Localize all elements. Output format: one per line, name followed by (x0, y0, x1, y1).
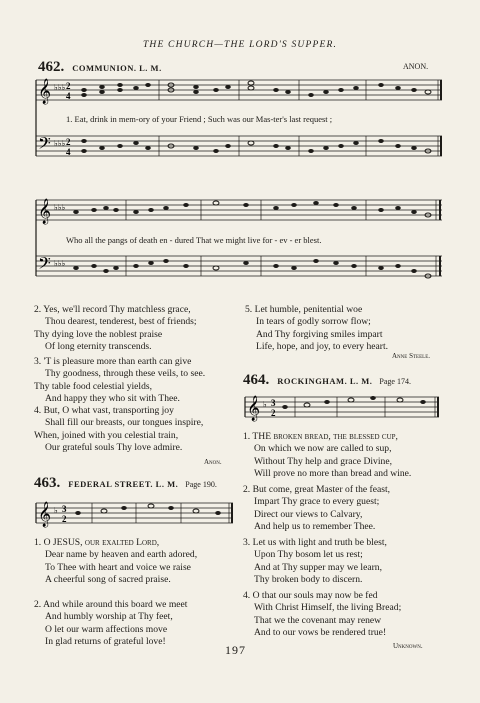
hymn-463-header (34, 474, 217, 492)
svg-text:♭♭♭: ♭♭♭ (54, 139, 66, 148)
svg-text:♭♭♭: ♭♭♭ (54, 203, 66, 212)
svg-text:♭: ♭ (54, 506, 58, 515)
svg-text:2: 2 (62, 514, 67, 524)
svg-text:2: 2 (66, 137, 71, 147)
hymn-464-verse-1: 1. THE broken bread, the blessed cup, On which we now are called to sup, Without Thy help and grace Divine, Will prove no more than bread and wine. (243, 431, 412, 480)
hymn-463-melody (36, 497, 236, 529)
page-number: 197 (225, 643, 246, 657)
hymn-462-composer: ANON. (403, 62, 429, 71)
svg-text:♭♭♭: ♭♭♭ (54, 259, 66, 268)
hymn-462-number: 462. (38, 59, 65, 75)
hymn-464-ref: Page 174. (379, 377, 411, 386)
treble-clef-icon: 𝄞 (38, 79, 52, 104)
hymn-462-header (38, 58, 162, 76)
hymn-462-verse-5: 5. Let humble, penitential woe In tears of godly sorrow flow; And Thy forgiving smiles impart Life, hope, and joy, to every heart. (245, 304, 389, 353)
hymn-464-tune: ROCKINGHAM. L. M. (277, 376, 373, 386)
hymn-463-verse-2: 2. And while around this board we meet And humbly worship at Thy feet, O let our warm affections move In glad returns of grateful love! (34, 599, 188, 648)
running-head: THE CHURCH—THE LORD'S SUPPER. (142, 40, 338, 50)
hymn-462-verse-3: 3. 'T is pleasure more than earth can give Thy goodness, through these veils, to see. Thy table food celestial yields, And happy they who sit with Thee. (34, 356, 206, 405)
hymn-464-verse-4: 4. O that our souls may now be fed With Christ Himself, the living Bread; That we the covenant may renew And to our vows be rendered true! (243, 590, 402, 639)
svg-text:4: 4 (66, 91, 71, 101)
svg-text:2: 2 (271, 408, 276, 418)
hymn-462-verse-4: 4. But, O what vast, transporting joy Shall fill our breasts, our tongues inspire, When, joined with you celestial train, Our grateful souls Thy love admire. (34, 405, 204, 454)
hymn-464-author: Unknown. (393, 642, 423, 650)
treble-clef-icon: 𝄞 (247, 396, 261, 421)
hymn-464-header (243, 371, 411, 389)
hymn-462-tune: COMMUNION. L. M. (72, 63, 162, 73)
bass-clef-icon: 𝄢 (38, 133, 51, 157)
hymn-463-tune: FEDERAL STREET. L. M. (68, 479, 179, 489)
bass-clef-icon: 𝄢 (38, 253, 51, 277)
treble-clef-icon: 𝄞 (38, 199, 52, 224)
hymn-462-lyric-2: Who all the pangs of death en - dured That we might live for - ev - er blest. (66, 235, 322, 245)
svg-text:3: 3 (271, 398, 276, 408)
svg-text:♭♭♭: ♭♭♭ (54, 83, 66, 92)
svg-text:3: 3 (62, 504, 67, 514)
hymn-463-ref: Page 190. (185, 480, 217, 489)
hymn-464-melody (245, 391, 445, 423)
hymn-462-verse-2: 2. Yes, we'll record Thy matchless grace, Thou dearest, tenderest, best of friends; Thy dying love the noblest praise Of long eternity transcends. (34, 304, 197, 353)
hymn-463-verse-1: 1. O JESUS, our exalted Lord, Dear name by heaven and earth adored, To Thee with heart and voice we raise A cheerful song of sacred praise. (34, 537, 198, 586)
svg-text:♭: ♭ (263, 400, 267, 409)
hymn-464-verse-3: 3. Let us with light and truth be blest, Upon Thy bosom let us rest; And at Thy supper may we learn, Thy broken body to discern. (243, 537, 387, 586)
hymn-462-author: Anon. (204, 458, 222, 466)
svg-text:2: 2 (66, 81, 71, 91)
hymn-462-lyric-1: 1. Eat, drink in mem-ory of your Friend ; Such was our Mas-ter's last request ; (66, 114, 333, 124)
hymn-464-verse-2: 2. But come, great Master of the feast, Impart Thy grace to every guest; Direct our views to Calvary, And help us to remember Thee. (243, 484, 391, 533)
hymn-462-author-2: Anne Steele. (392, 352, 430, 360)
svg-text:4: 4 (66, 147, 71, 157)
hymn-464-number: 464. (243, 372, 270, 388)
hymn-463-number: 463. (34, 475, 61, 491)
treble-clef-icon: 𝄞 (38, 502, 52, 527)
